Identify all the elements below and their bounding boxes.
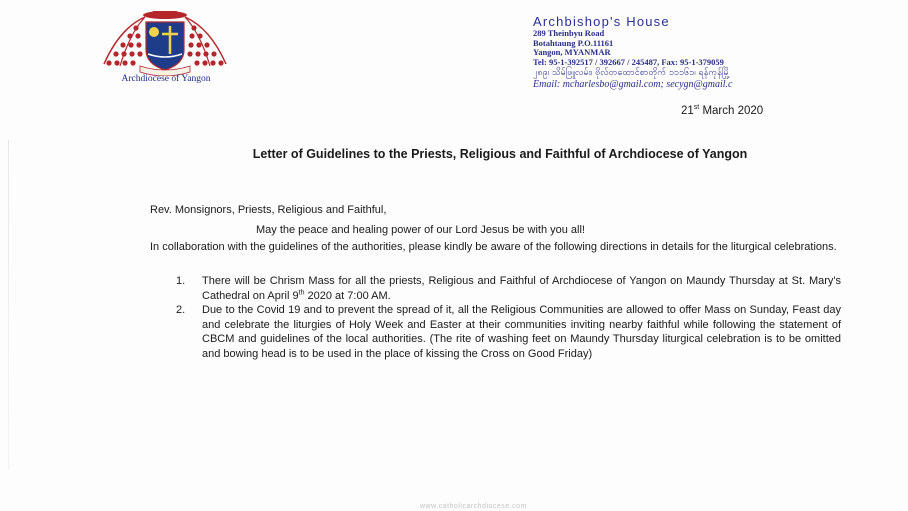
- list-item: 1. There will be Chrism Mass for all the priests, Religious and Faithful of Archdiocese of Yangon on Maundy Thursday at St. Mary's Cathedral on April 9th 2020 at 7:00 AM.: [176, 275, 841, 302]
- intro-paragraph: In collaboration with the guidelines of the authorities, please kindly be aware of the following directions in details for the liturgical celebrations.: [150, 241, 837, 253]
- letter-title: Letter of Guidelines to the Priests, Religious and Faithful of Archdiocese of Yangon: [252, 147, 748, 161]
- footer-url: www.catholicarchdiocese.com: [420, 503, 527, 510]
- blessing: May the peace and healing power of our Lord Jesus be with you all!: [256, 224, 585, 236]
- salutation: Rev. Monsignors, Priests, Religious and Faithful,: [150, 204, 387, 216]
- city-line: Yangon, MYANMAR: [533, 47, 611, 57]
- email-line: Email: mcharlesbo@gmail.com; secygn@gmail.c: [533, 79, 733, 90]
- postal-line: Botahtaung P.O.11161: [533, 37, 614, 48]
- list-item: 2. Due to the Covid 19 and to prevent the spread of it, all the Religious Communities are allowed to offer Mass on Sunday, Feast day and celebrate the liturgies of Holy Week and Easter at their communities inviting nearby faithful while following the statement of CBCM and guidelines of the local authorities. (The rite of washing feet on Maundy Thursday liturgical celebration is to be omitted and bowing head is to be used in the place of kissing the Cross on Good Friday): [176, 304, 841, 360]
- list-number: 2.: [176, 304, 186, 317]
- street-line: 289 Theinbyu Road: [533, 28, 605, 38]
- burmese-address-line: ၂၈၉၊ သိမ်ဖြူလမ်း၊ ဗိုလ်တထောင်စာတိုက် ၁၁၁၆၁၊ ရန်ကုန်မြို့: [533, 68, 730, 78]
- letterhead-address: [533, 15, 903, 91]
- phone-line: Tel: 95-1-392517 / 392667 / 245487, Fax: 95-1-379059: [533, 56, 724, 67]
- diocese-label: Archdiocese of Yangon: [121, 74, 211, 84]
- guideline-list: [176, 274, 841, 362]
- archdiocese-crest-icon: [90, 8, 240, 76]
- letter-date: 21st March 2020: [681, 104, 764, 117]
- scan-edge: [8, 140, 9, 470]
- house-name: Archbishop's House: [533, 14, 670, 29]
- list-number: 1.: [176, 275, 186, 287]
